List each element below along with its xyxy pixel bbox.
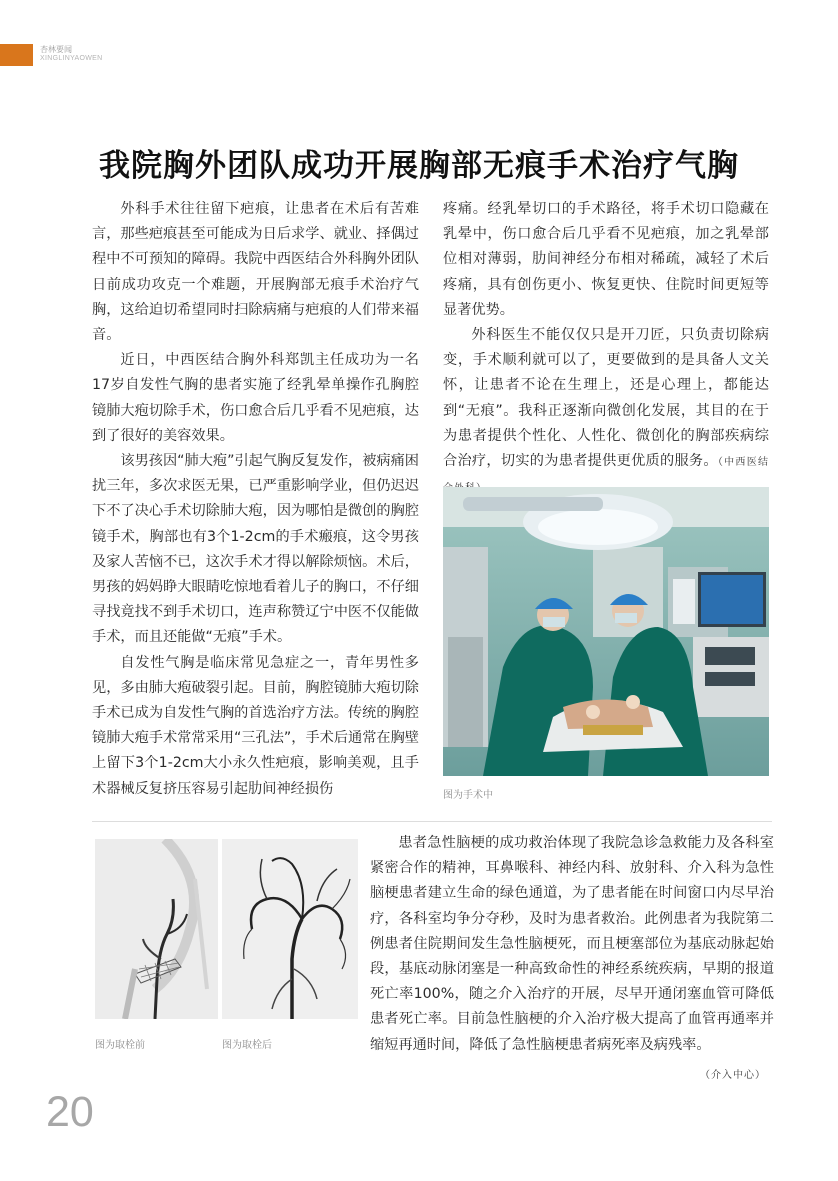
section-divider xyxy=(92,821,772,822)
paragraph: 该男孩因“肺大疱”引起气胸反复发作，被病痛困扰三年，多次求医无果，已严重影响学业，但仍迟迟下不了决心手术切除肺大疱，因为哪怕是微创的胸腔镜手术，胸部也有3个1-2cm的手术瘢痕，这令男孩及家人苦恼不已，这次手术才得以解除烦恼。术后，男孩的妈妈睁大眼睛吃惊地看着儿子的胸口，不仔细寻找竟找不到手术切口，连声称赞辽宁中医不仅能做手术，而且还能做“无痕”手术。 xyxy=(92,453,419,646)
angiogram-before-image xyxy=(95,839,218,1019)
caption-before: 图为取栓前 xyxy=(95,1040,145,1051)
surgery-photo-illustration xyxy=(443,487,769,776)
angiogram-after xyxy=(222,839,358,1019)
article-signature: （中西医结 xyxy=(717,457,769,469)
paragraph-text: 外科医生不能仅仅只是开刀匠，只负责切除病变，手术顺利就可以了，更要做到的是具备人文关怀，让患者不论在生理上，还是心理上，都能达到“无痕”。我科正逐渐向微创化发展，其目的在于为患者提供个性化、人性化、微创化的胸部疾病综合治疗，切实的为患者提供更优质的服务。 xyxy=(443,327,769,470)
paragraph xyxy=(443,323,769,501)
section-name-pinyin: XINGLINYAOWEN xyxy=(40,55,103,62)
second-article-signature: （介入中心） xyxy=(700,1070,766,1081)
surgery-photo xyxy=(443,487,769,776)
section-color-block xyxy=(0,44,33,66)
section-name: 杏林要闻 xyxy=(40,45,72,54)
angiogram-before xyxy=(95,839,218,1019)
article-title: 我院胸外团队成功开展胸部无痕手术治疗气胸 xyxy=(99,148,739,184)
paragraph: 近日，中西医结合胸外科郑凯主任成功为一名17岁自发性气胸的患者实施了经乳晕单操作孔胸腔镜肺大疱切除手术，伤口愈合后几乎看不见疤痕，达到了很好的美容效果。 xyxy=(92,352,419,444)
paragraph-continuation: 疼痛。经乳晕切口的手术路径，将手术切口隐藏在乳晕中，伤口愈合后几乎看不见疤痕，加之乳晕部位相对薄弱，肋间神经分布相对稀疏，减轻了术后疼痛，具有创伤更小、恢复更快、住院时间更短等显著优势。 xyxy=(443,201,769,318)
paragraph: 自发性气胸是临床常见急症之一，青年男性多见，多由肺大疱破裂引起。目前，胸腔镜肺大疱切除手术已成为自发性气胸的首选治疗方法。传统的胸腔镜肺大疱手术常常采用“三孔法”，手术后通常在胸壁上留下3个1-2cm大小永久性疤痕，影响美观，且手术器械反复挤压容易引起肋间神经损伤 xyxy=(92,654,419,797)
article-right-column xyxy=(443,197,769,501)
paragraph: 患者急性脑梗的成功救治体现了我院急诊急救能力及各科室紧密合作的精神，耳鼻喉科、神经内科、放射科、介入科为急性脑梗患者建立生命的绿色通道，为了患者能在时间窗口内尽早治疗，各科室均争分夺秒，及时为患者救治。此例患者为我院第二例患者住院期间发生急性脑梗死，而且梗塞部位为基底动脉起始段，基底动脉闭塞是一种高致命性的神经系统疾病，早期的报道死亡率100%，随之介入治疗的开展，尽早开通闭塞血管可降低患者死亡率。目前急性脑梗的介入治疗极大提高了血管再通率并缩短再通时间，降低了急性脑梗患者病死率及病残率。 xyxy=(370,835,774,1053)
photo-caption: 图为手术中 xyxy=(443,790,493,801)
caption-after: 图为取栓后 xyxy=(222,1040,272,1051)
page-number: 20 xyxy=(46,1088,94,1136)
angiogram-after-image xyxy=(222,839,358,1019)
second-article-text xyxy=(370,831,774,1058)
article-left-column xyxy=(92,197,419,802)
paragraph: 外科手术往往留下疤痕，让患者在术后有苦难言，那些疤痕甚至可能成为日后求学、就业、择偶过程中不可预知的障碍。我院中西医结合外科胸外团队日前成功攻克一个难题，开展胸部无痕手术治疗气胸，这给迫切希望同时扫除病痛与疤痕的人们带来福音。 xyxy=(92,201,419,344)
